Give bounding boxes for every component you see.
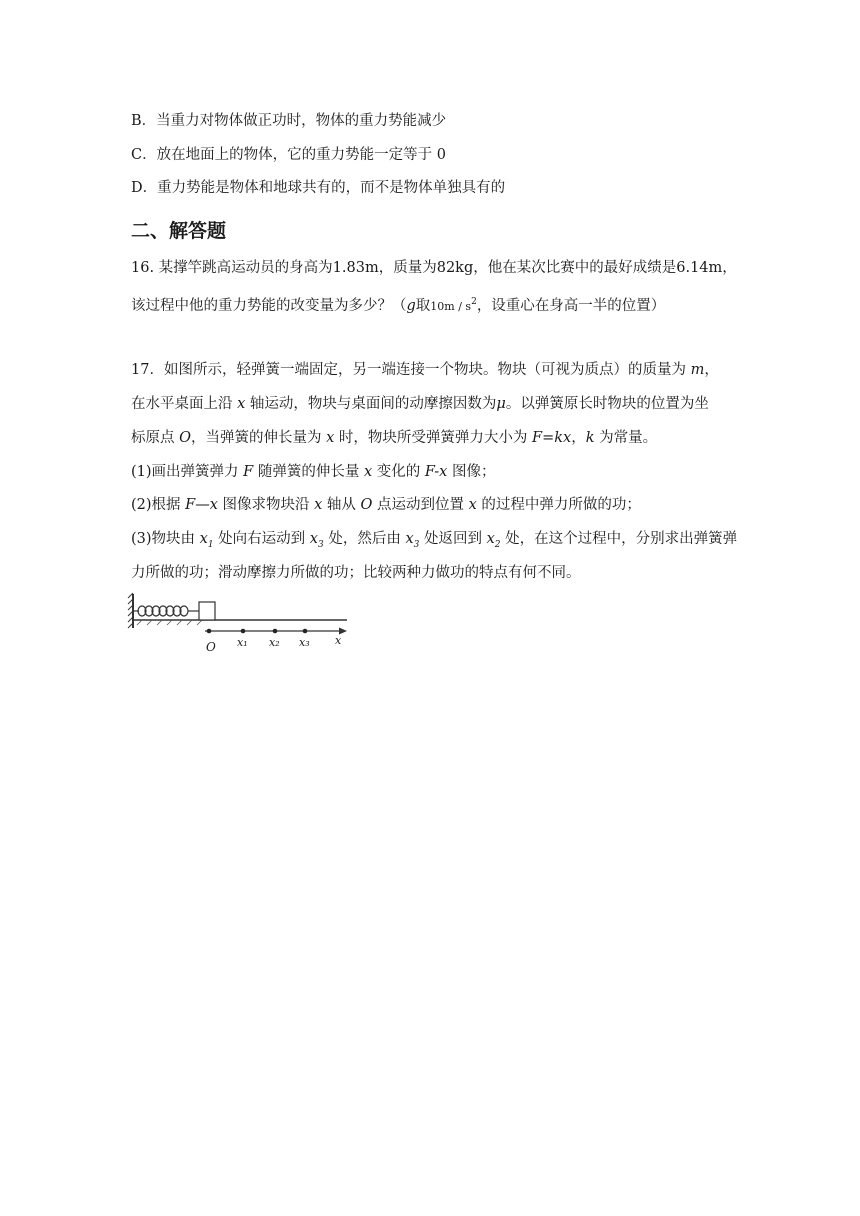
option-b: B．当重力对物体做正功时，物体的重力势能减少 bbox=[131, 113, 447, 129]
q17-part-3-continued: 力所做的功；滑动摩擦力所做的功；比较两种力做功的特点有何不同。 bbox=[131, 565, 581, 581]
q17-text: 处，在这个过程中，分别求出弹簧弹 bbox=[500, 531, 738, 547]
q17-var: O bbox=[360, 497, 373, 513]
q17-var: x bbox=[237, 396, 246, 412]
q17-part-3 bbox=[131, 529, 737, 555]
q17-text: 的过程中弹力所做的功； bbox=[476, 497, 641, 513]
q16-text: 16. 某撑竿跳高运动员的身高为 bbox=[131, 260, 333, 276]
q17-sub: 2 bbox=[494, 539, 501, 550]
point-x2 bbox=[273, 629, 278, 634]
point-x3 bbox=[303, 629, 308, 634]
label-x1: x₁ bbox=[237, 636, 248, 649]
q16-record: 6.14m bbox=[676, 260, 723, 276]
q17-text: 图像求物块沿 bbox=[217, 497, 315, 513]
q17-text: 点运动到位置 bbox=[372, 497, 469, 513]
q17-var: F-x bbox=[424, 464, 448, 480]
q17-text: 轴从 bbox=[322, 497, 361, 513]
q17-sub: 3 bbox=[413, 539, 420, 550]
q17-sub: 1 bbox=[207, 539, 214, 550]
q17-part-2 bbox=[131, 495, 641, 515]
q17-var: x bbox=[199, 531, 208, 547]
q17-var: F bbox=[243, 464, 254, 480]
q17-text: 在水平桌面上沿 bbox=[131, 396, 238, 412]
q17-text: 为常量。 bbox=[594, 430, 658, 446]
q17-var: μ bbox=[496, 396, 506, 412]
q16-text: ，质量为 bbox=[378, 260, 437, 276]
q17-text: 处向右运动到 bbox=[213, 531, 310, 547]
q17-text: ， bbox=[571, 430, 586, 446]
point-x1 bbox=[241, 629, 246, 634]
label-x3: x₃ bbox=[299, 636, 310, 649]
q17-text: ，当弹簧的伸长量为 bbox=[191, 430, 327, 446]
q16-line-1 bbox=[131, 258, 737, 278]
q17-part-1 bbox=[131, 462, 495, 482]
q16-text: ，设重心在身高一半的位置） bbox=[476, 297, 666, 314]
q16-text: ，他在某次比赛中的最好成绩是 bbox=[473, 260, 677, 276]
q17-line-2 bbox=[131, 394, 709, 414]
q17-text: (2)根据 bbox=[131, 497, 186, 513]
q16-g-symbol: g bbox=[406, 297, 416, 314]
q17-var: x bbox=[363, 464, 373, 480]
q17-var: k bbox=[585, 430, 595, 446]
q16-text: ， bbox=[722, 260, 737, 276]
q17-var: m bbox=[690, 362, 705, 378]
q16-text: 取 bbox=[415, 297, 431, 314]
q17-var: x bbox=[486, 531, 495, 547]
q17-var: x bbox=[468, 497, 477, 513]
q17-text: ， bbox=[704, 362, 719, 378]
q17-text: (1)画出弹簧弹力 bbox=[131, 464, 244, 480]
q17-var: x bbox=[326, 430, 335, 446]
q17-text: 时，物块所受弹簧弹力大小为 bbox=[334, 430, 533, 446]
label-x2: x₂ bbox=[269, 636, 280, 649]
q17-line-3 bbox=[131, 428, 657, 448]
q17-text: (3)物块由 bbox=[131, 531, 200, 547]
block bbox=[199, 602, 215, 620]
point-O bbox=[207, 629, 212, 634]
q16-line-2 bbox=[131, 292, 665, 317]
q17-var: F—x bbox=[185, 497, 218, 513]
q16-g-exponent: 2 bbox=[471, 297, 477, 307]
q17-var: x bbox=[405, 531, 414, 547]
q16-height: 1.83m bbox=[332, 260, 379, 276]
q17-text: 轴运动，物块与桌面间的动摩擦因数为 bbox=[245, 396, 497, 412]
q17-text: 。以弹簧原长时物块的位置为坐 bbox=[505, 396, 709, 412]
q17-var: O bbox=[179, 430, 191, 446]
q17-var: x bbox=[309, 531, 318, 547]
q17-text: 变化的 bbox=[372, 464, 425, 480]
q17-text: 随弹簧的伸长量 bbox=[253, 464, 364, 480]
q16-g-value: 10m / s bbox=[430, 299, 472, 313]
q17-sub: 3 bbox=[317, 539, 324, 550]
q16-mass: 82kg bbox=[436, 260, 474, 276]
q17-var: x bbox=[314, 497, 323, 513]
q17-text: 处返回到 bbox=[419, 531, 487, 547]
q17-line-1 bbox=[131, 360, 719, 380]
q17-text: 图像； bbox=[447, 464, 496, 480]
label-x-axis: x bbox=[335, 634, 342, 647]
spring-block-figure bbox=[125, 590, 360, 655]
option-d: D．重力势能是物体和地球共有的，而不是物体单独具有的 bbox=[131, 180, 506, 196]
q16-text: 该过程中他的重力势能的改变量为多少？（ bbox=[131, 297, 407, 314]
q17-text: 标原点 bbox=[131, 430, 180, 446]
spring bbox=[133, 606, 199, 616]
option-c: C．放在地面上的物体，它的重力势能一定等于 0 bbox=[131, 147, 446, 163]
label-O: O bbox=[206, 640, 216, 654]
section-title: 二、解答题 bbox=[131, 220, 227, 242]
q17-text: 处，然后由 bbox=[323, 531, 406, 547]
q17-var: F=kx bbox=[532, 430, 572, 446]
q17-text: 17．如图所示，轻弹簧一端固定，另一端连接一个物块。物块（可视为质点）的质量为 bbox=[131, 362, 691, 378]
